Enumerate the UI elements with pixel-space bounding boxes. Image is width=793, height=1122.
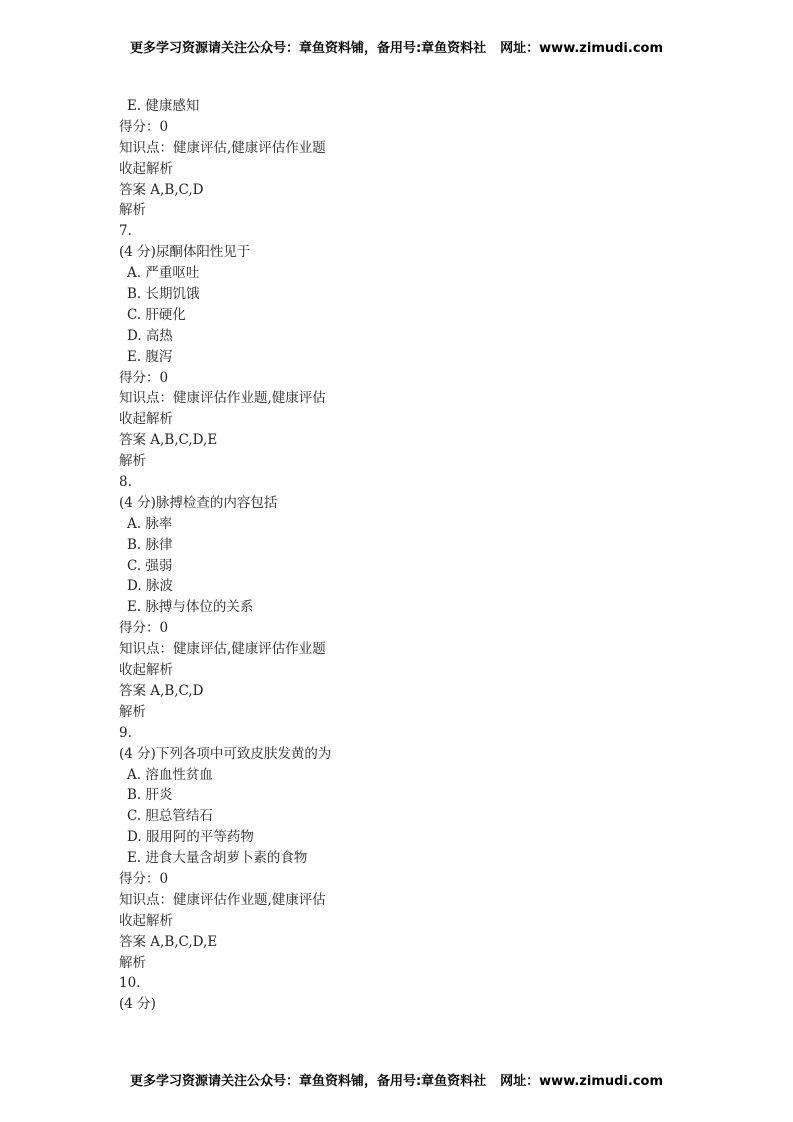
text-line: 收起解析: [119, 160, 173, 177]
text-line: 解析: [119, 453, 146, 470]
footer-banner: [0, 1070, 793, 1089]
footer-banner-url: 网址：www.zimudi.com: [500, 1074, 664, 1089]
text-line: 收起解析: [119, 912, 173, 929]
text-line: (4 分)下列各项中可致皮肤发黄的为: [119, 745, 332, 762]
answer-option: E. 健康感知: [127, 98, 200, 114]
answer-option: D. 高热: [127, 327, 173, 344]
answer-option: D. 服用阿的平等药物: [127, 829, 254, 846]
text-line: 答案 A,B,C,D: [119, 181, 204, 198]
text-line: 收起解析: [119, 411, 173, 428]
text-line: 解析: [119, 703, 146, 720]
header-banner: [0, 37, 793, 56]
text-line: 答案 A,B,C,D,E: [119, 432, 218, 449]
footer-banner-text: 更多学习资源请关注公众号：章鱼资料铺，备用号:章鱼资料社: [129, 1074, 487, 1089]
answer-option: A. 脉率: [127, 515, 173, 532]
text-line: 得分：0: [119, 369, 169, 386]
answer-option: A. 严重呕吐: [127, 265, 200, 282]
text-line: 解析: [119, 202, 146, 219]
text-line: 解析: [119, 954, 146, 971]
text-line: 答案 A,B,C,D: [119, 682, 204, 699]
answer-option: C. 胆总管结石: [127, 808, 213, 825]
answer-option: C. 强弱: [127, 557, 173, 574]
answer-option: C. 肝硬化: [127, 306, 186, 323]
answer-option: B. 肝炎: [127, 787, 173, 804]
answer-option: A. 溶血性贫血: [127, 766, 213, 783]
answer-option: B. 长期饥饿: [127, 286, 200, 303]
answer-option: E. 进食大量含胡萝卜素的食物: [127, 850, 308, 867]
document-body: [119, 96, 719, 1015]
text-line: 答案 A,B,C,D,E: [119, 933, 218, 950]
header-banner-text: 更多学习资源请关注公众号：章鱼资料铺，备用号:章鱼资料社: [129, 41, 487, 56]
text-line: 知识点：健康评估,健康评估作业题: [119, 641, 326, 658]
text-line: 得分：0: [119, 870, 169, 887]
answer-option: E. 脉搏与体位的关系: [127, 599, 254, 616]
text-line: (4 分)尿酮体阳性见于: [119, 244, 251, 261]
text-line: 知识点：健康评估,健康评估作业题: [119, 139, 326, 156]
text-line: (4 分)脉搏检查的内容包括: [119, 494, 278, 511]
text-line: 收起解析: [119, 662, 173, 679]
text-line: 7.: [119, 223, 132, 240]
text-line: (4 分): [119, 996, 156, 1013]
text-line: 得分：0: [119, 118, 169, 135]
text-line: 8.: [119, 474, 132, 491]
header-banner-url: 网址：www.zimudi.com: [500, 41, 664, 56]
text-line: 知识点：健康评估作业题,健康评估: [119, 891, 326, 908]
text-line: 9.: [119, 724, 132, 741]
text-line: 得分：0: [119, 620, 169, 637]
answer-option: E. 腹泻: [127, 348, 173, 365]
text-line: 10.: [119, 975, 141, 992]
answer-option: B. 脉律: [127, 536, 173, 553]
answer-option: D. 脉波: [127, 578, 173, 595]
text-line: 知识点：健康评估作业题,健康评估: [119, 390, 326, 407]
